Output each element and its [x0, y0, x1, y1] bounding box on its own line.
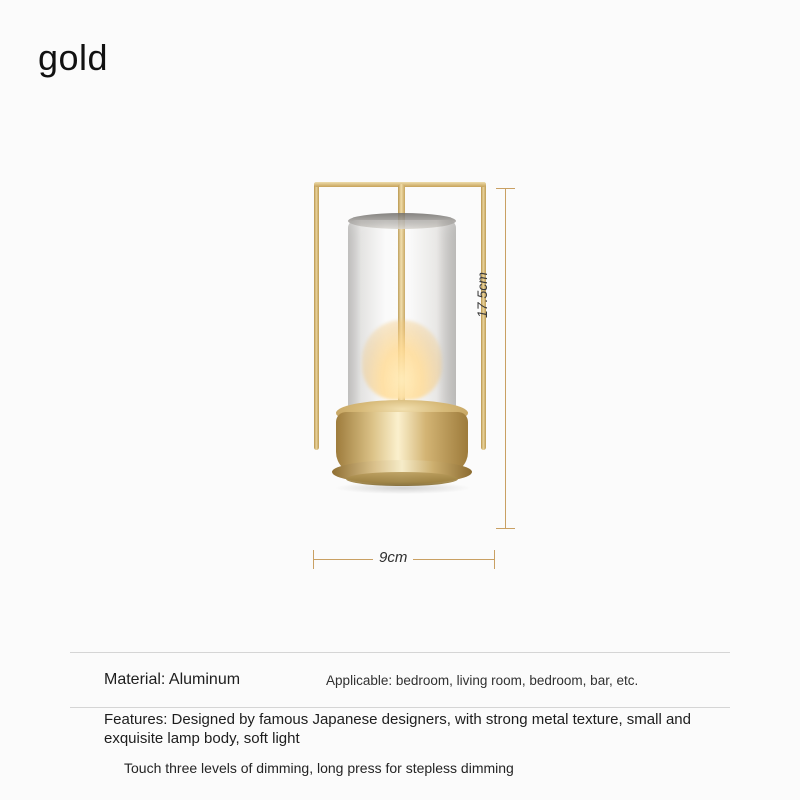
height-dimension-cap-top: [496, 188, 515, 189]
page-title: gold: [38, 37, 109, 78]
width-dimension-cap-left: [313, 550, 314, 569]
spec-divider-bottom: [70, 707, 730, 708]
height-dimension-line: [505, 188, 506, 528]
width-dimension-cap-right: [494, 550, 495, 569]
width-dimension-label: 9cm: [373, 549, 413, 566]
frame-left-bar: [314, 182, 319, 450]
lamp-glow: [362, 320, 442, 400]
lamp-shadow: [336, 482, 470, 494]
height-dimension-cap-bottom: [496, 528, 515, 529]
features-label: Features: Designed by famous Japanese designers, with strong metal texture, small and exquisite lamp body, soft light: [104, 711, 691, 747]
applicable-label: Applicable: bedroom, living room, bedroom, bar, etc.: [326, 672, 639, 688]
spec-row-material: [70, 653, 730, 707]
touch-dimming-label: Touch three levels of dimming, long press for stepless dimming: [124, 760, 514, 776]
material-label: Material: Aluminum: [104, 671, 241, 688]
height-dimension-label: 17.5cm: [474, 272, 490, 318]
product-image: [250, 150, 570, 570]
spec-block: [70, 652, 730, 776]
